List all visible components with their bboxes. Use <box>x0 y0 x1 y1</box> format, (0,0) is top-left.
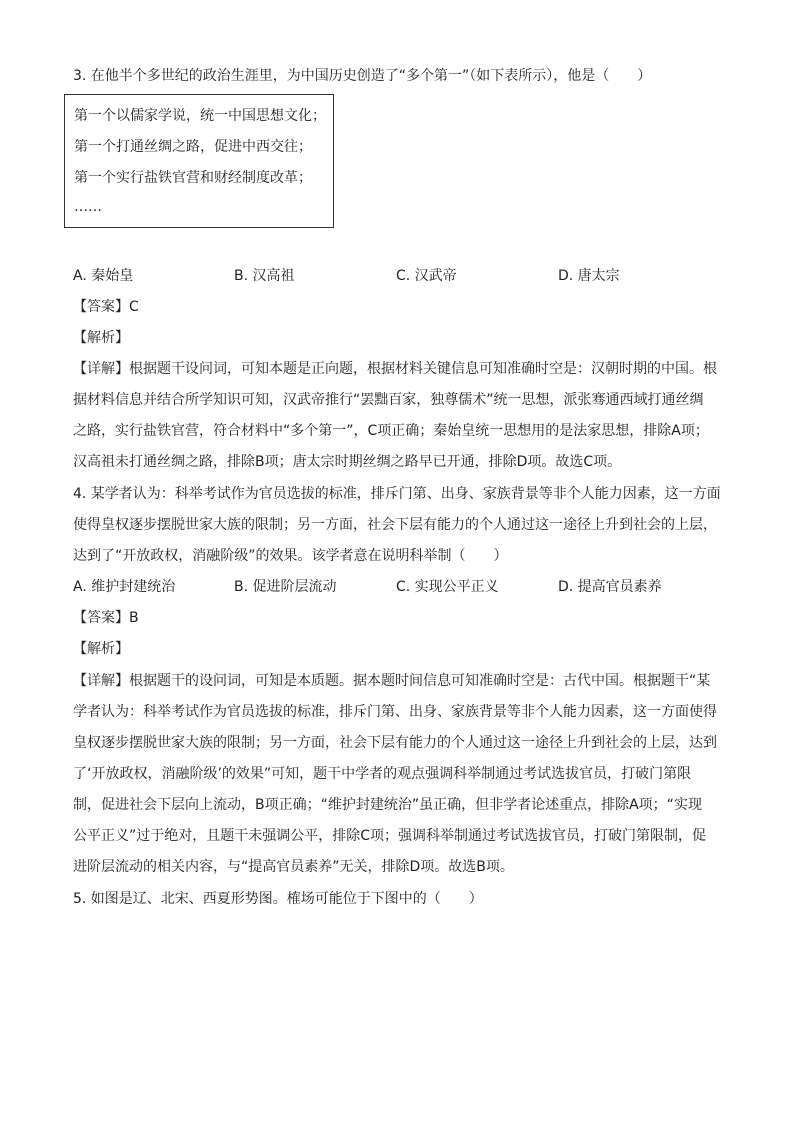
material-box <box>64 94 334 228</box>
q4-detail-line: 了‘开放政权，消融阶级’的效果”可知，题干中学者的观点强调科举制通过考试选拔官员，打破门第限 <box>73 766 692 782</box>
q3-option-c: C. 汉武帝 <box>396 268 457 284</box>
material-line: …… <box>74 199 102 215</box>
q4-option-d: D. 提高官员素养 <box>558 579 662 595</box>
q4-detail-line: 【详解】根据题干的设问词，可知是本质题。据本题时间信息可知准确时空是：古代中国。根据题干“某 <box>73 673 711 689</box>
question-4-stem: 达到了“开放政权，消融阶级”的效果。该学者意在说明科举制（ ） <box>73 548 508 564</box>
q4-option-c: C. 实现公平正义 <box>396 579 499 595</box>
q4-option-b: B. 促进阶层流动 <box>234 579 337 595</box>
q4-answer: 【答案】B <box>73 610 139 626</box>
q3-detail-line: 之路，实行盐铁官营，符合材料中“多个第一”，C项正确；秦始皇统一思想用的是法家思想，排除A项； <box>73 423 709 439</box>
material-line: 第一个实行盐铁官营和财经制度改革； <box>74 170 312 186</box>
q3-option-a: A. 秦始皇 <box>73 268 134 284</box>
q4-detail-line: 皇权逐步摆脱世家大族的限制；另一方面，社会下层有能力的个人通过这一途径上升到社会的上层，达到 <box>73 735 717 751</box>
q4-detail-line: 进阶层流动的相关内容，与“提高官员素养”无关，排除D项。故选B项。 <box>73 859 514 875</box>
question-4-stem: 4. 某学者认为：科举考试作为官员选拔的标准，排斥门第、出身、家族背景等非个人能力因素，这一方面 <box>73 486 721 502</box>
q3-answer: 【答案】C <box>73 299 139 315</box>
q4-option-a: A. 维护封建统治 <box>73 579 176 595</box>
material-line: 第一个打通丝绸之路，促进中西交往； <box>74 139 312 155</box>
q3-option-d: D. 唐太宗 <box>558 268 620 284</box>
material-line: 第一个以儒家学说，统一中国思想文化； <box>74 108 326 124</box>
question-4-stem: 使得皇权逐步摆脱世家大族的限制；另一方面，社会下层有能力的个人通过这一途径上升到社会的上层， <box>73 517 717 533</box>
question-5-stem: 5. 如图是辽、北宋、西夏形势图。榷场可能位于下图中的（ ） <box>73 891 483 907</box>
q3-detail-line: 【详解】根据题干设问词，可知本题是正向题，根据材料关键信息可知准确时空是：汉朝时期的中国。根 <box>73 361 717 377</box>
q4-analysis-label: 【解析】 <box>73 641 129 657</box>
q4-detail-line: 公平正义”过于绝对，且题干未强调公平，排除C项；强调科举制通过考试选拔官员，打破门第限制，促 <box>73 828 707 844</box>
question-3-stem: 3. 在他半个多世纪的政治生涯里，为中国历史创造了“多个第一”（如下表所示），他是（ ） <box>73 68 652 84</box>
q4-detail-line: 学者认为：科举考试作为官员选拔的标准，排斥门第、出身、家族背景等非个人能力因素，这一方面使得 <box>73 704 717 720</box>
q3-option-b: B. 汉高祖 <box>234 268 295 284</box>
q4-detail-line: 制，促进社会下层向上流动，B项正确；“维护封建统治”虽正确，但非学者论述重点，排除A项；“实现 <box>73 797 702 813</box>
q3-detail-line: 汉高祖未打通丝绸之路，排除B项；唐太宗时期丝绸之路早已开通，排除D项。故选C项。 <box>73 454 622 470</box>
q3-detail-line: 据材料信息并结合所学知识可知，汉武帝推行“罢黜百家，独尊儒术”统一思想，派张骞通西域打通丝绸 <box>73 392 704 408</box>
q3-analysis-label: 【解析】 <box>73 330 129 346</box>
